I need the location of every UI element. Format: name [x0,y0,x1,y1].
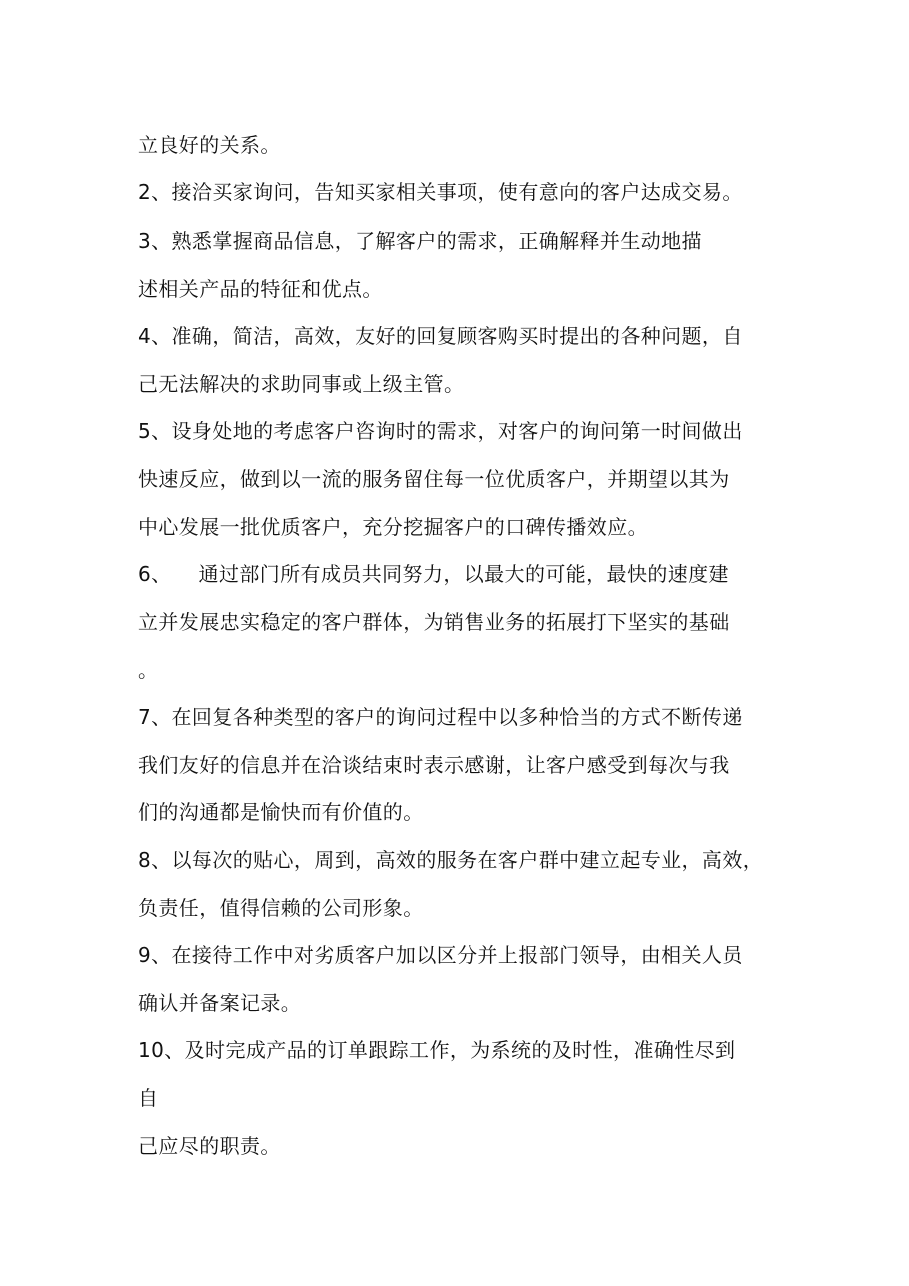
text-line: 立良好的关系。 [138,133,281,157]
text-line: 10、及时完成产品的订单跟踪工作，为系统的及时性，准确性尽到 [138,1038,736,1062]
text-line: 4、准确，简洁，高效，友好的回复顾客购买时提出的各种问题，自 [138,324,743,348]
text-line: 己应尽的职责。 [138,1134,281,1158]
text-line: 负责任，值得信赖的公司形象。 [138,896,424,920]
text-line: 们的沟通都是愉快而有价值的。 [138,800,424,824]
text-line: 己无法解决的求助同事或上级主管。 [138,372,465,396]
text-line: 7、在回复各种类型的客户的询问过程中以多种恰当的方式不断传递 [138,705,743,729]
text-line: 快速反应，做到以一流的服务留住每一位优质客户，并期望以其为 [138,467,730,491]
text-line: 。 [138,658,159,682]
text-line: 2、接洽买家询问，告知买家相关事项，使有意向的客户达成交易。 [138,180,743,204]
text-line: 确认并备案记录。 [138,991,302,1015]
text-line: 8、以每次的贴心，周到，高效的服务在客户群中建立起专业，高效， [138,848,764,872]
text-line: 我们友好的信息并在洽谈结束时表示感谢，让客户感受到每次与我 [138,753,730,777]
text-line: 中心发展一批优质客户，充分挖掘客户的口碑传播效应。 [138,515,648,539]
text-line: 5、设身处地的考虑客户咨询时的需求，对客户的询问第一时间做出 [138,419,743,443]
text-line: 3、熟悉掌握商品信息，了解客户的需求，正确解释并生动地描 [138,229,702,253]
text-line: 9、在接待工作中对劣质客户加以区分并上报部门领导，由相关人员 [138,943,743,967]
text-line: 述相关产品的特征和优点。 [138,277,383,301]
text-line: 立并发展忠实稳定的客户群体，为销售业务的拓展打下坚实的基础 [138,610,730,634]
text-line: 自 [138,1086,159,1110]
text-line: 6、 通过部门所有成员共同努力，以最大的可能，最快的速度建 [138,562,729,586]
